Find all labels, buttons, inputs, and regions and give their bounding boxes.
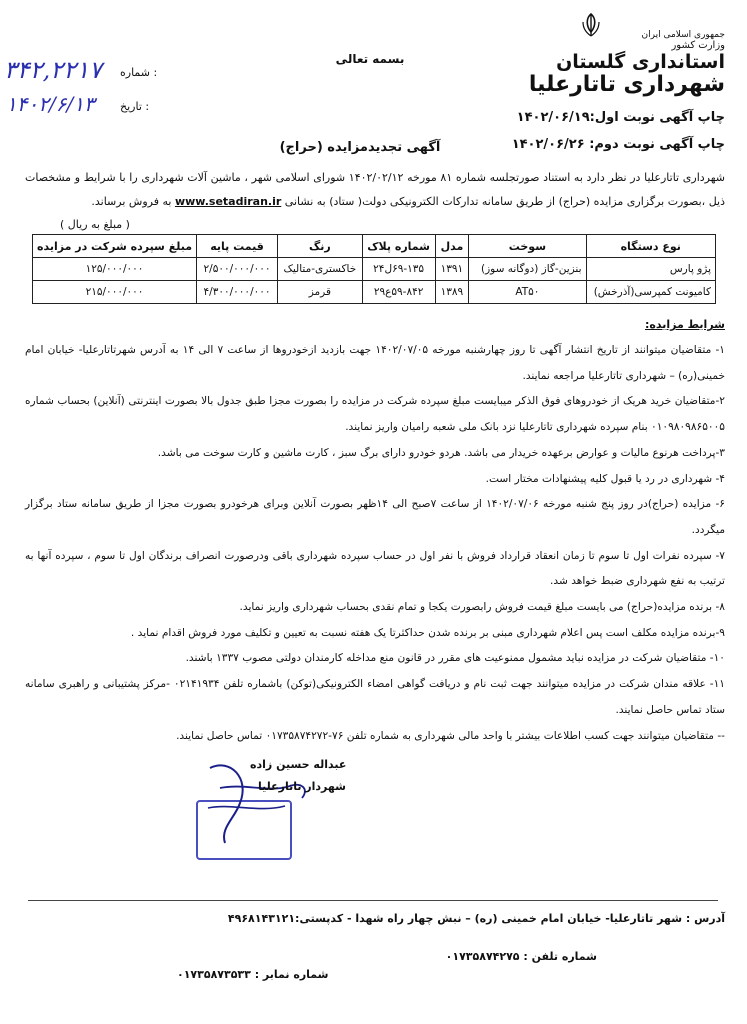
second-publication-date: چاپ آگهی نوبت دوم: ۱۴۰۲/۰۶/۲۶ (511, 137, 725, 152)
table-row (33, 258, 716, 281)
footer-address: آدرس : شهر تاتارعلیا- خیابان امام خمینی (ره) – نبش چهار راه شهدا - کدپستی:۴۹۶۸۱۴۳۱۲۱ (227, 912, 725, 925)
table-row (33, 281, 716, 304)
col-header-deposit: مبلغ سپرده شرکت در مزایده (33, 235, 197, 258)
condition-item: ۸- برنده مزایده(حراج) می بایست مبلغ قیمت فروش رابصورت یکجا و تمام نقدی بحساب شهرداری واریز نماید. (239, 601, 725, 614)
cell-color: قرمز (278, 281, 363, 304)
condition-item: ۹-برنده مزایده مکلف است پس اعلام شهرداری مبنی بر برنده شدن حداکثرتا یک هفته نسبت به تعیین و تکلیف مورد فروش اقدام نماید . (130, 626, 725, 639)
org-country: جمهوری اسلامی ایران (641, 30, 725, 40)
cell-fuel: AT۵۰ (469, 281, 586, 304)
cell-plate: ۶۹-۱۳۵ل۲۴ (362, 258, 435, 281)
currency-unit-note: ( مبلغ به ریال ) (60, 218, 130, 231)
condition-item: ۷- سپرده نفرات اول تا سوم تا زمان انعقاد قرارداد فروش با نفر اول در حساب سپرده شهرداری باقی ودرصورت انصراف برندگان اول تا سوم ، سپرده آنها به ترتیب به نفع شهرداری ضبط خواهد شد. (25, 549, 725, 588)
intro-text-end: به فروش برساند. (91, 195, 172, 208)
letter-number-value: ۳۴۲,۲۲۱۷ (4, 56, 102, 84)
org-ministry: وزارت کشور (671, 40, 725, 51)
signatory-name: عبداله حسین زاده (250, 758, 347, 771)
conditions-title: شرایط مزایده: (645, 318, 725, 331)
org-province: استانداری گلستان (556, 51, 725, 73)
signatory-title: شهردار تاتارعلیا (258, 780, 346, 793)
col-header-fuel: سوخت (469, 235, 586, 258)
condition-item: ۳-پرداخت هرنوع مالیات و عوارض برعهده خریدار می باشد. هردو خودرو دارای برگ سبز ، کارت ماشین و کارت سوخت می باشد. (157, 446, 725, 459)
condition-item: ۲-متقاضیان خرید هریک از خودروهای فوق الذکر میبایست مبلغ سپرده شرکت در مزایده را بصورت مجزا طبق جدول بالا بصورت اینترنتی (آنلاین) بحساب شماره ۰۱۰۹۸۰۹۸۶۵۰۰۵ بنام سپرده شهرداری تاتارعلیا نزد بانک ملی شعبه رامیان واریز نمایند. (25, 395, 725, 434)
footer-divider (28, 900, 718, 901)
cell-fuel: بنزین-گاز (دوگانه سوز) (469, 258, 586, 281)
condition-item: -- متقاضیان میتوانند جهت کسب اطلاعات بیشتر با واحد مالی شهرداری به شماره تلفن ۷۶-۰۱۷۳۵۸۷۴۲۷۲ تماس حاصل نمایند. (176, 729, 725, 742)
condition-item: ۱۰- متقاضیان شرکت در مزایده نباید مشمول ممنوعیت های مقرر در قانون منع مداخله کارمندان دولتی مصوب ۱۳۳۷ باشند. (185, 652, 725, 665)
conditions-list (25, 338, 725, 749)
cell-base-price: ۲/۵۰۰/۰۰۰/۰۰۰ (197, 258, 278, 281)
condition-item: ۴- شهرداری در رد یا قبول کلیه پیشنهادات مختار است. (485, 472, 725, 485)
cell-type: پژو پارس (586, 258, 716, 281)
date-label: : تاریخ (120, 100, 150, 113)
intro-paragraph (25, 166, 725, 214)
cell-model: ۱۳۸۹ (435, 281, 469, 304)
cell-color: خاکستری-متالیک (278, 258, 363, 281)
number-label: : شماره (120, 66, 158, 79)
col-header-model: مدل (435, 235, 469, 258)
footer-fax: شماره نمابر : ۰۱۷۳۵۸۷۳۵۳۳ (177, 968, 329, 981)
vehicles-table (32, 234, 716, 304)
condition-item: ۱۱- علاقه مندان شرکت در مزایده میتوانند جهت ثبت نام و دریافت گواهی امضاء الکترونیکی(توکن) باشماره تلفن ۰۲۱۴۱۹۳۴ -مرکز پشتیبانی و راهبری سامانه ستاد تماس حاصل نمایند. (25, 678, 725, 716)
condition-item: ۱- متقاضیان میتوانند از تاریخ انتشار آگهی تا روز چهارشنبه مورخه ۱۴۰۲/۰۷/۰۵ جهت بازدید ازخودروها از ساعت ۷ الی ۱۴ به آدرس شهرتاتارعلیا- خیابان امام خمینی(ره) – شهرداری تاتارعلیا مراجعه نمایند. (25, 344, 725, 382)
letter-date-value: ۱۴۰۲/۶/۱۳ (6, 92, 95, 116)
document-title: آگهی تجدیدمزایده (حراج) (279, 140, 441, 155)
col-header-base-price: قیمت پایه (197, 235, 278, 258)
table-header-row (33, 235, 716, 258)
organization-heading (475, 30, 725, 97)
col-header-type: نوع دستگاه (586, 235, 716, 258)
condition-item: ۶- مزایده (حراج)در روز پنج شنبه مورخه ۱۴۰۲/۰۷/۰۶ از ساعت ۷صبح الی ۱۴ظهر بصورت آنلاین وبرای هرخودرو بصورت مجزا از طریق سامانه ستاد برگزار میگردد. (25, 498, 725, 536)
bismillah: بسمه تعالی (335, 52, 405, 66)
cell-plate: ۵۹-۸۴۲ع۲۹ (362, 281, 435, 304)
footer-phone: شماره تلفن : ۰۱۷۳۵۸۷۴۲۷۵ (445, 950, 597, 963)
org-municipality: شهرداری تاتارعلیا (528, 72, 725, 97)
col-header-plate: شماره پلاک (362, 235, 435, 258)
cell-deposit: ۱۲۵/۰۰۰/۰۰۰ (33, 258, 197, 281)
website-link[interactable]: www.setadiran.ir (174, 195, 282, 208)
first-publication-date: چاپ آگهی نوبت اول:۱۴۰۲/۰۶/۱۹ (516, 110, 725, 125)
cell-deposit: ۲۱۵/۰۰۰/۰۰۰ (33, 281, 197, 304)
col-header-color: رنگ (278, 235, 363, 258)
cell-base-price: ۴/۳۰۰/۰۰۰/۰۰۰ (197, 281, 278, 304)
cell-model: ۱۳۹۱ (435, 258, 469, 281)
intro-text: شهرداری تاتارعلیا در نظر دارد به استناد صورتجلسه شماره ۸۱ مورخه ۱۴۰۲/۰۲/۱۲ شورای اسلامی شهر ، ماشین آلات شهرداری را با شرایط و مشخصات ذیل ،بصورت برگزاری مزایده (حراج) از طریق سامانه تدارکات الکترونیکی دولت( ستاد) به نشانی (25, 171, 726, 208)
cell-type: کامیونت کمپرسی(آذرخش) (586, 281, 716, 304)
